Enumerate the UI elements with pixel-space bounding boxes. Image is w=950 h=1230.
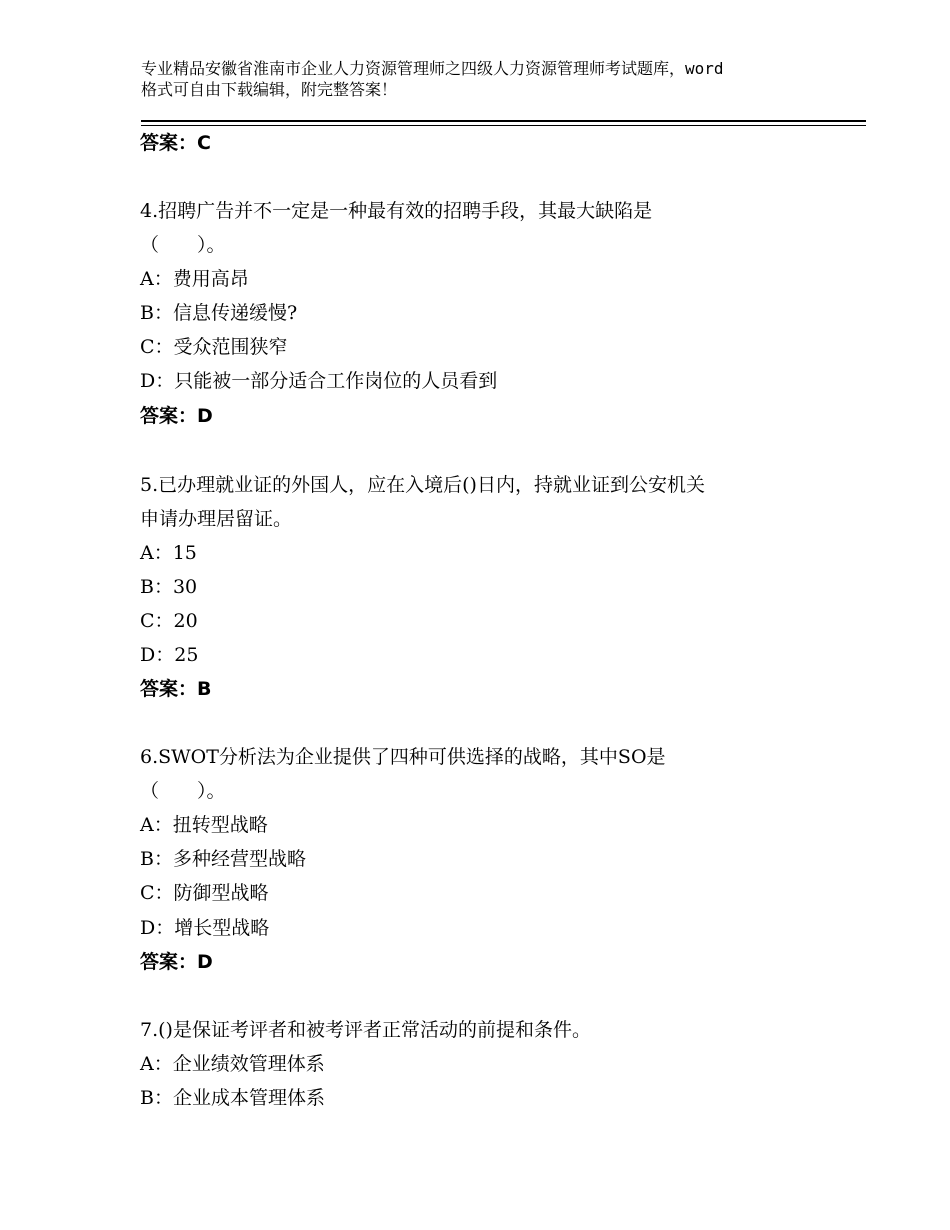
question-6-stem-1: 6.SWOT分析法为企业提供了四种可供选择的战略，其中SO是 (140, 746, 666, 768)
header-line-1: 专业精品安徽省淮南市企业人力资源管理师之四级人力资源管理师考试题库，word (141, 59, 724, 78)
question-7-option-b: B：企业成本管理体系 (140, 1087, 325, 1109)
question-7-option-a: A：企业绩效管理体系 (140, 1053, 325, 1075)
question-6-option-a: A：扭转型战略 (140, 814, 268, 836)
question-7-stem-1: 7.()是保证考评者和被考评者正常活动的前提和条件。 (140, 1019, 591, 1041)
document-header (141, 58, 841, 100)
header-divider (141, 120, 866, 126)
question-5-option-b: B：30 (140, 576, 198, 598)
question-5-stem-2: 申请办理居留证。 (140, 508, 293, 530)
header-line-2: 格式可自由下载编辑，附完整答案！ (141, 80, 398, 99)
answer-q6: 答案：D (140, 951, 213, 973)
question-5-option-c: C：20 (140, 610, 198, 632)
question-5-option-a: A：15 (140, 542, 197, 564)
answer-q4: 答案：D (140, 405, 213, 427)
question-6-option-b: B：多种经营型战略 (140, 848, 306, 870)
answer-q3: 答案：C (140, 132, 211, 154)
answer-q5: 答案：B (140, 678, 212, 700)
question-5-stem-1: 5.已办理就业证的外国人，应在入境后()日内，持就业证到公安机关 (140, 474, 705, 496)
question-4-stem-2: （ ）。 (140, 234, 226, 256)
question-6-option-c: C：防御型战略 (140, 882, 269, 904)
question-4-option-b: B：信息传递缓慢? (140, 302, 298, 324)
question-6-option-d: D：增长型战略 (140, 917, 270, 939)
question-4-option-d: D：只能被一部分适合工作岗位的人员看到 (140, 370, 498, 392)
question-4-option-c: C：受众范围狭窄 (140, 336, 288, 358)
question-4-option-a: A：费用高昂 (140, 268, 249, 290)
question-5-option-d: D：25 (140, 644, 199, 666)
question-6-stem-2: （ ）。 (140, 780, 226, 802)
question-4-stem-1: 4.招聘广告并不一定是一种最有效的招聘手段，其最大缺陷是 (140, 200, 653, 222)
